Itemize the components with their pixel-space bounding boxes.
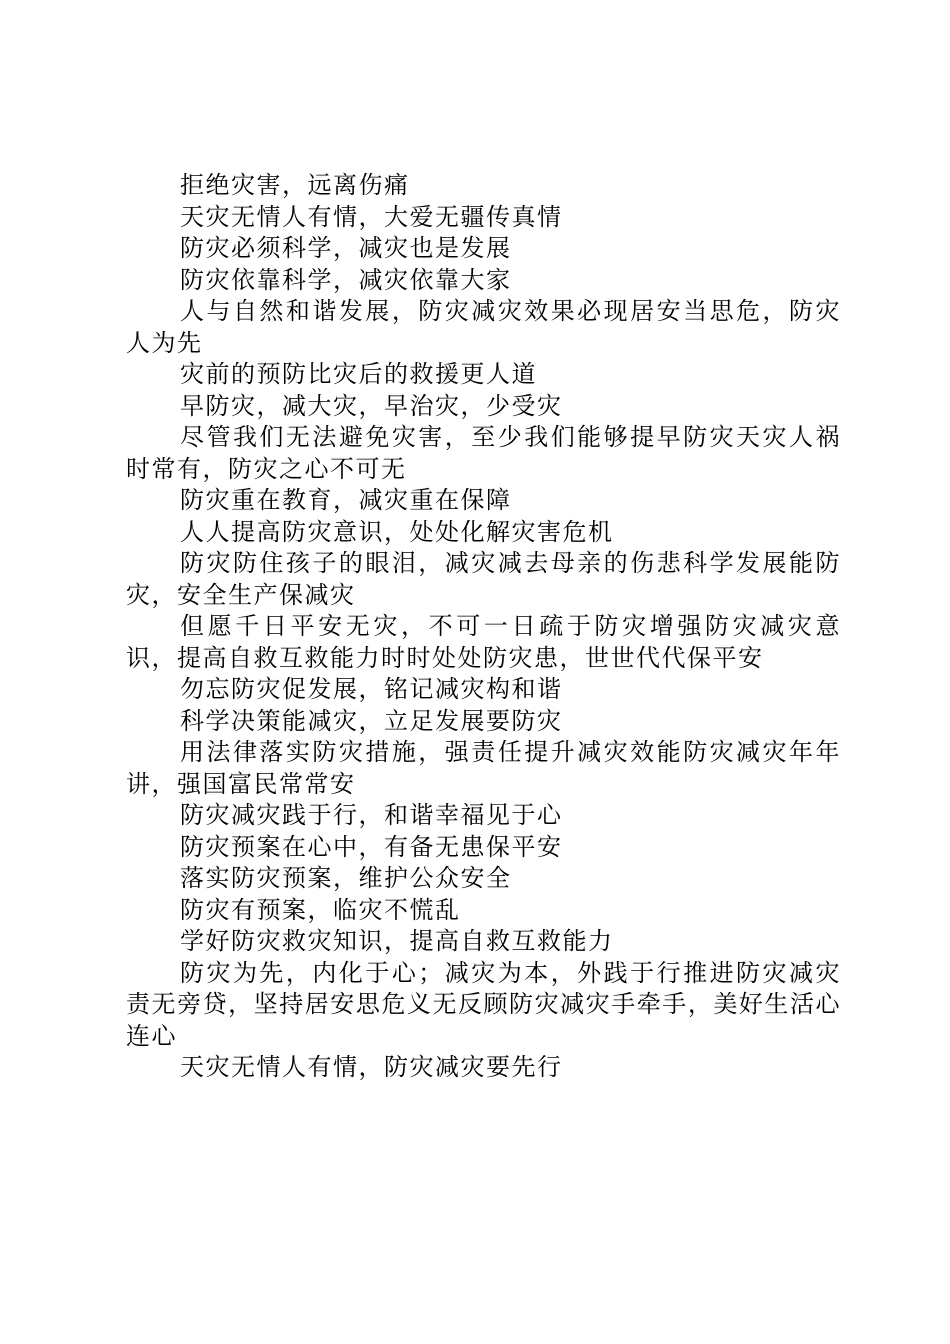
paragraph: 防灾减灾践于行，和谐幸福见于心 [180, 801, 563, 829]
paragraph: 天灾无情人有情，大爱无疆传真情 [180, 202, 563, 231]
paragraph: 防灾必须科学，减灾也是发展 [180, 234, 512, 262]
paragraph: 拒绝灾害，远离伤痛 [180, 171, 410, 199]
paragraph: 人人提高防灾意识，处处化解灾害危机 [180, 517, 614, 546]
paragraph: 防灾依靠科学，减灾依靠大家 [180, 265, 512, 294]
paragraph: 防灾预案在心中，有备无患保平安 [180, 832, 563, 861]
paragraph: 人与自然和谐发展，防灾减灾效果必现居安当思危，防灾人为先 [126, 297, 841, 357]
paragraph: 防灾为先，内化于心；减灾为本，外践于行推进防灾减灾责无旁贷，坚持居安思危义无反顾防灾减灾手牵手，美好生活心连心 [126, 958, 841, 1050]
paragraph: 防灾重在教育，减灾重在保障 [180, 486, 512, 514]
paragraph: 科学决策能减灾，立足发展要防灾 [180, 706, 563, 735]
paragraph: 尽管我们无法避免灾害，至少我们能够提早防灾天灾人祸时常有，防灾之心不可无 [126, 423, 841, 483]
paragraph: 用法律落实防灾措施，强责任提升减灾效能防灾减灾年年讲，强国富民常常安 [126, 738, 841, 798]
document-body [126, 170, 841, 1084]
paragraph: 落实防灾预案，维护公众安全 [180, 864, 512, 892]
paragraph: 天灾无情人有情，防灾减灾要先行 [180, 1053, 563, 1081]
paragraph: 早防灾，减大灾，早治灾，少受灾 [180, 391, 563, 420]
paragraph: 防灾防住孩子的眼泪，减灾减去母亲的伤悲科学发展能防灾，安全生产保减灾 [126, 549, 841, 609]
paragraph: 学好防灾救灾知识，提高自救互救能力 [180, 927, 614, 955]
paragraph: 勿忘防灾促发展，铭记减灾构和谐 [180, 675, 563, 703]
paragraph: 灾前的预防比灾后的救援更人道 [180, 360, 537, 388]
paragraph: 但愿千日平安无灾，不可一日疏于防灾增强防灾减灾意识，提高自救互救能力时时处处防灾患，世世代代保平安 [126, 612, 841, 672]
paragraph: 防灾有预案，临灾不慌乱 [180, 895, 461, 924]
